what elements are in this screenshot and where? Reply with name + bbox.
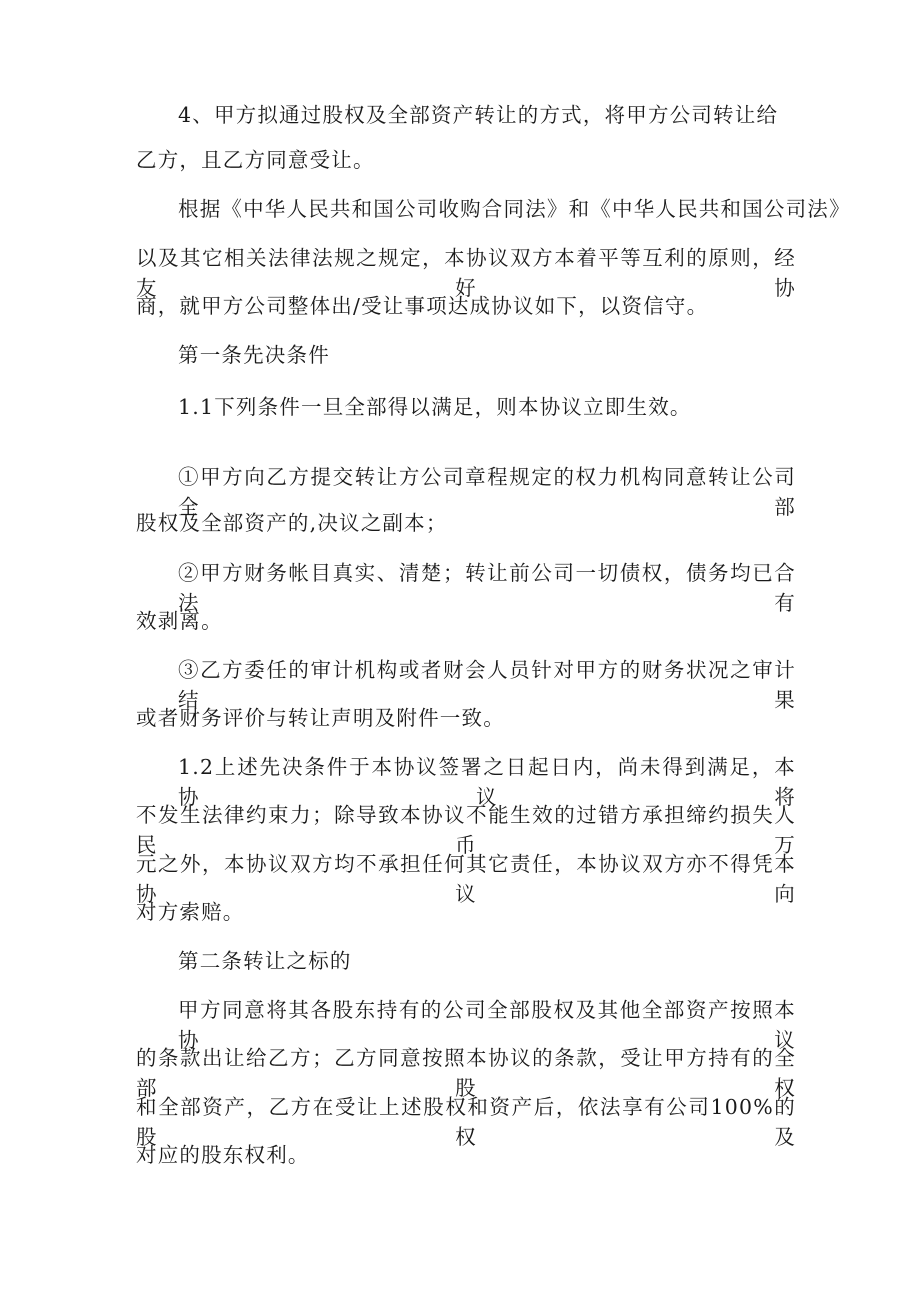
section-heading: 第一条先决条件 — [178, 343, 330, 367]
paragraph-line: 效剥离。 — [136, 609, 223, 633]
paragraph-line: 不发生法律约束力；除导致本协议不能生效的过错方承担缔约损失人民币万 — [136, 803, 796, 857]
paragraph-line: 乙方，且乙方同意受让。 — [136, 148, 375, 172]
paragraph-line: 1.1下列条件一旦全部得以满足，则本协议立即生效。 — [178, 395, 692, 419]
paragraph-line: 或者财务评价与转让声明及附件一致。 — [136, 706, 505, 730]
paragraph-line: ②甲方财务帐目真实、清楚；转让前公司一切债权，债务均已合法有 — [178, 561, 796, 615]
paragraph-line: 和全部资产，乙方在受让上述股权和资产后，依法享有公司100%的股权及 — [136, 1095, 796, 1149]
paragraph-line: 根据《中华人民共和国公司收购合同法》和《中华人民共和国公司法》 — [178, 197, 851, 221]
paragraph-line: ①甲方向乙方提交转让方公司章程规定的权力机构同意转让公司全部 — [178, 465, 796, 519]
paragraph-line: 1.2上述先决条件于本协议签署之日起日内，尚未得到满足，本协议将 — [178, 755, 796, 809]
paragraph-line: 的条款出让给乙方；乙方同意按照本协议的条款，受让甲方持有的全部股权 — [136, 1046, 796, 1100]
paragraph-line: 元之外，本协议双方均不承担任何其它责任，本协议双方亦不得凭本协议向 — [136, 852, 796, 906]
paragraph-line: 以及其它相关法律法规之规定，本协议双方本着平等互利的原则，经友好协 — [136, 246, 796, 300]
section-heading: 第二条转让之标的 — [178, 949, 352, 973]
paragraph-line: 甲方同意将其各股东持有的公司全部股权及其他全部资产按照本协议 — [178, 998, 796, 1052]
paragraph-line: ③乙方委任的审计机构或者财会人员针对甲方的财务状况之审计结果 — [178, 658, 796, 712]
paragraph-line: 商，就甲方公司整体出/受让事项达成协议如下，以资信守。 — [136, 294, 709, 318]
paragraph-line: 对方索赔。 — [136, 900, 245, 924]
paragraph-line: 4、甲方拟通过股权及全部资产转让的方式，将甲方公司转让给 — [178, 103, 779, 127]
paragraph-line: 对应的股东权利。 — [136, 1143, 310, 1167]
paragraph-line: 股权及全部资产的,决议之副本； — [136, 511, 448, 535]
